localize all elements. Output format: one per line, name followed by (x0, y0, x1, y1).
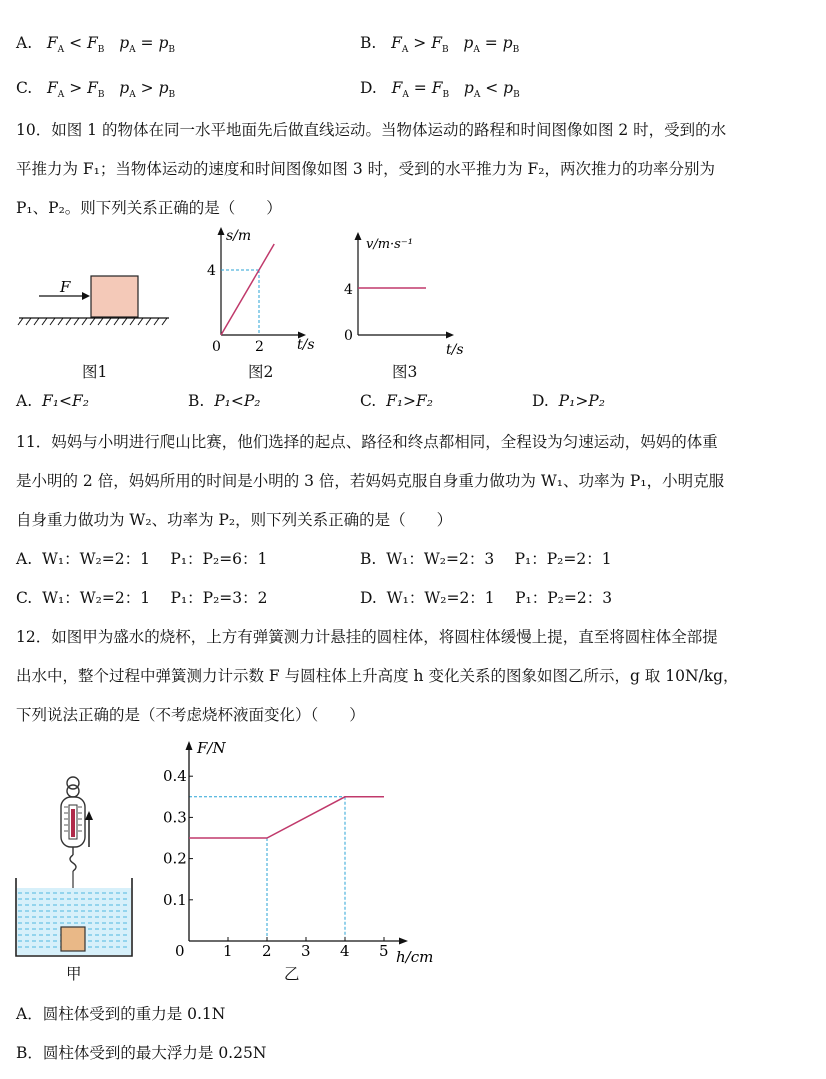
cylinder (61, 927, 85, 951)
x-axis-arrow (399, 938, 408, 945)
q12-figure-beaker (12, 775, 142, 975)
block (91, 276, 138, 317)
x-tick-label: 4 (340, 942, 350, 960)
q10-figure-1 (14, 262, 184, 372)
fig-a-caption: 甲 (66, 965, 82, 983)
y-axis-label: F/N (197, 739, 226, 757)
q9-option-a[interactable]: A. $F_A < F_B$ $p_A = p_B$ (16, 34, 176, 56)
q10-option-a[interactable]: A. F₁<F₂ (16, 392, 89, 410)
fig1-caption: 图1 (82, 363, 108, 381)
ground (18, 318, 169, 325)
y-axis-label: s/m (226, 228, 252, 244)
q10-figure-3-chart (336, 230, 466, 360)
q9-option-d[interactable]: D. $F_A = F_B$ $p_A < p_B$ (360, 79, 520, 101)
y-tick-label: 0.1 (163, 890, 187, 909)
q9-option-b[interactable]: B. $F_A > F_B$ $p_A = p_B$ (360, 34, 520, 56)
q12-stem-line2: 出水中，整个过程中弹簧测力计示数 F 与圆柱体上升高度 h 变化关系的图象如图乙所示，g 取 10N/kg， (16, 667, 739, 685)
q10-option-b[interactable]: B. P₁<P₂ (188, 392, 261, 410)
q11-option-d[interactable]: D. W₁：W₂=2：1 P₁：P₂=2：3 (360, 589, 613, 607)
q11-stem-line3: 自身重力做功为 W₂、功率为 P₂，则下列关系正确的是（ ） (16, 511, 453, 529)
q11-stem-line1: 11．妈妈与小明进行爬山比赛，他们选择的起点、路径和终点都相同，全程设为匀速运动，妈妈的体重 (16, 433, 718, 451)
q10-option-c[interactable]: C. F₁>F₂ (360, 392, 434, 410)
s-t-line (221, 244, 274, 335)
q11-option-a[interactable]: A. W₁：W₂=2：1 P₁：P₂=6：1 (16, 550, 268, 568)
origin-label: 0 (212, 339, 221, 355)
x-tick-label: 2 (255, 339, 264, 355)
x-tick-label: 2 (262, 942, 272, 960)
force-label: F (60, 278, 71, 296)
x-axis-label: t/s (297, 337, 315, 353)
y-axis-arrow (218, 227, 225, 235)
fig-b-caption: 乙 (284, 965, 300, 983)
q10-stem-line3: P₁、P₂。则下列关系正确的是（ ） (16, 199, 282, 217)
x-tick-label: 3 (301, 942, 311, 960)
q12-stem-line1: 12．如图甲为盛水的烧杯，上方有弹簧测力计悬挂的圆柱体，将圆柱体缓慢上提，直至将圆柱体全部提 (16, 628, 718, 646)
f-h-line (189, 797, 384, 838)
x-axis-label: t/s (446, 342, 464, 358)
y-tick-label: 4 (344, 282, 353, 298)
q12-figure-f-h-chart (160, 735, 434, 975)
x-axis-arrow (446, 332, 454, 339)
q11-option-c[interactable]: C. W₁：W₂=2：1 P₁：P₂=3：2 (16, 589, 268, 607)
y-axis-arrow (186, 741, 193, 750)
fig2-caption: 图2 (248, 363, 274, 381)
q11-option-b[interactable]: B. W₁：W₂=2：3 P₁：P₂=2：1 (360, 550, 612, 568)
origin-label: 0 (344, 328, 353, 344)
y-tick-label: 0.4 (163, 767, 187, 786)
x-tick-label: 0 (175, 942, 185, 960)
q9-option-c[interactable]: C. $F_A > F_B$ $p_A > p_B$ (16, 79, 176, 101)
x-tick-label: 1 (223, 942, 233, 960)
spring-scale (61, 777, 85, 871)
x-axis-label: h/cm (396, 948, 434, 966)
x-tick-label: 5 (379, 942, 389, 960)
y-tick-label: 0.2 (163, 849, 187, 868)
q12-stem-line3: 下列说法正确的是（不考虑烧杯液面变化）（ ） (16, 706, 365, 724)
q10-figure-2-chart (200, 225, 330, 355)
q10-option-d[interactable]: D. P₁>P₂ (532, 392, 605, 410)
q10-stem-line2: 平推力为 F₁；当物体运动的速度和时间图像如图 3 时，受到的水平推力为 F₂，两次推力的功率分别为 (16, 160, 716, 178)
y-axis-arrow (355, 232, 362, 240)
q12-option-a[interactable]: A．圆柱体受到的重力是 0.1N (16, 1005, 226, 1023)
y-tick-label: 0.3 (163, 808, 187, 827)
q12-option-b[interactable]: B．圆柱体受到的最大浮力是 0.25N (16, 1044, 267, 1062)
upward-arrow-icon (85, 811, 93, 847)
q10-stem-line1: 10．如图 1 的物体在同一水平地面先后做直线运动。当物体运动的路程和时间图像如图 2 时，受到的水 (16, 121, 727, 139)
fig3-caption: 图3 (392, 363, 418, 381)
q11-stem-line2: 是小明的 2 倍，妈妈所用的时间是小明的 3 倍，若妈妈克服自身重力做功为 W₁、功率为 P₁，小明克服 (16, 472, 725, 490)
y-tick-label: 4 (207, 263, 216, 279)
y-axis-label: v/m·s⁻¹ (366, 237, 413, 252)
